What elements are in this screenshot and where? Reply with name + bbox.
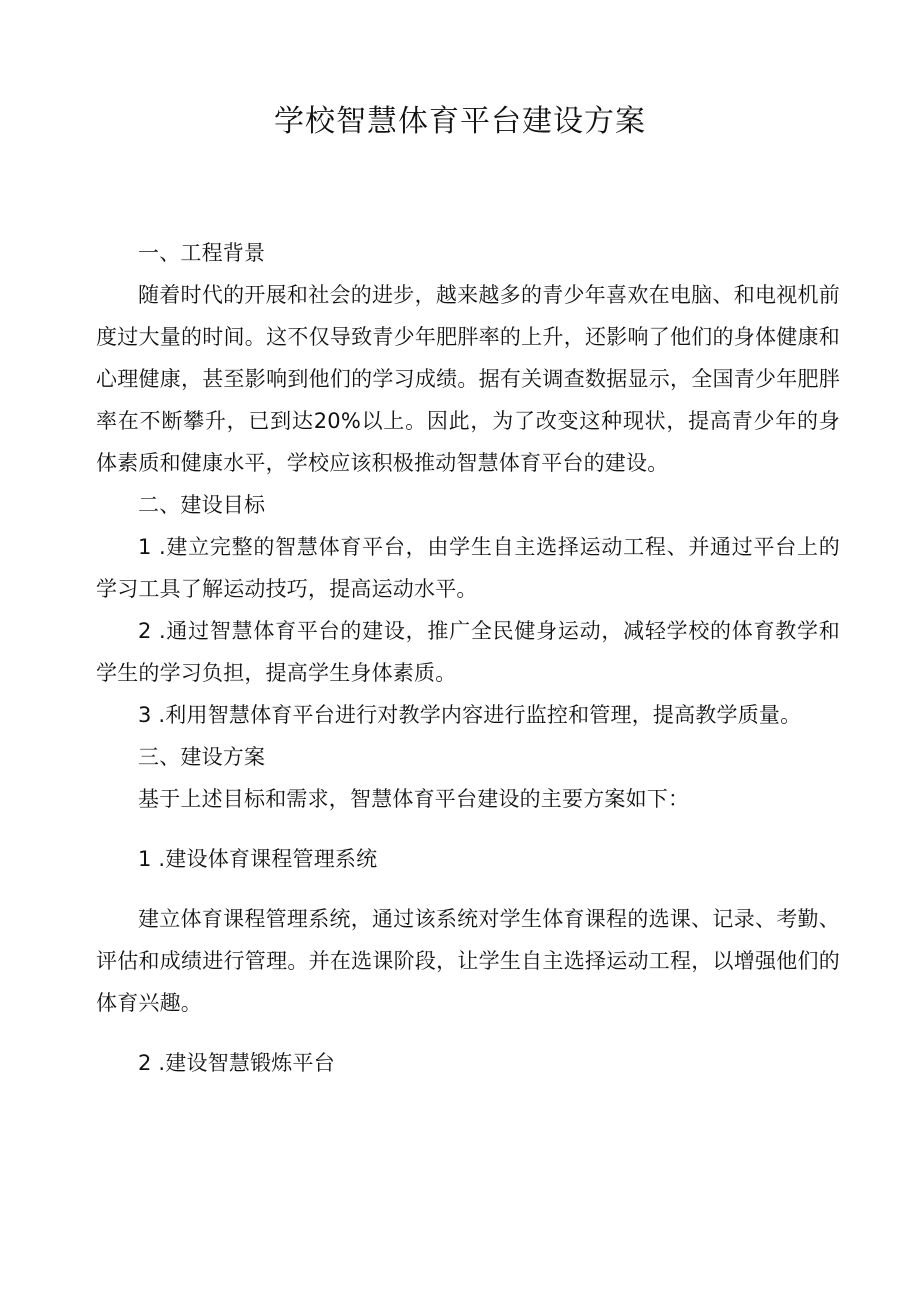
document-title: 学校智慧体育平台建设方案 xyxy=(274,104,646,139)
goal-item-2: 2 .通过智慧体育平台的建设，推广全民健身运动，减轻学校的体育教学和学生的学习负担，提高学生身体素质。 xyxy=(96,619,840,685)
goal-item-1: 1 .建立完整的智慧体育平台，由学生自主选择运动工程、并通过平台上的学习工具了解运动技巧，提高运动水平。 xyxy=(96,535,840,601)
plan-subheading-2: 2 .建设智慧锻炼平台 xyxy=(138,1051,335,1075)
plan-subheading-1: 1 .建设体育课程管理系统 xyxy=(138,847,378,871)
section-heading-background: 一、工程背景 xyxy=(138,241,266,265)
background-paragraph: 随着时代的开展和社会的进步，越来越多的青少年喜欢在电脑、和电视机前度过大量的时间。这不仅导致青少年肥胖率的上升，还影响了他们的身体健康和心理健康，甚至影响到他们的学习成绩。据有关调查数据显示，全国青少年肥胖率在不断攀升，已到达20%以上。因此，为了改变这种现状，提高青少年的身体素质和健康水平，学校应该积极推动智慧体育平台的建设。 xyxy=(96,283,840,475)
section-heading-goals: 二、建设目标 xyxy=(138,493,266,517)
section-heading-plan: 三、建设方案 xyxy=(138,745,266,769)
goal-item-3: 3 .利用智慧体育平台进行对教学内容进行监控和管理，提高教学质量。 xyxy=(138,703,802,727)
plan-paragraph-1: 建立体育课程管理系统，通过该系统对学生体育课程的选课、记录、考勤、评估和成绩进行管理。并在选课阶段，让学生自主选择运动工程，以增强他们的体育兴趣。 xyxy=(96,907,840,1015)
document-body xyxy=(96,232,840,1084)
plan-intro-paragraph: 基于上述目标和需求，智慧体育平台建设的主要方案如下： xyxy=(138,787,690,811)
